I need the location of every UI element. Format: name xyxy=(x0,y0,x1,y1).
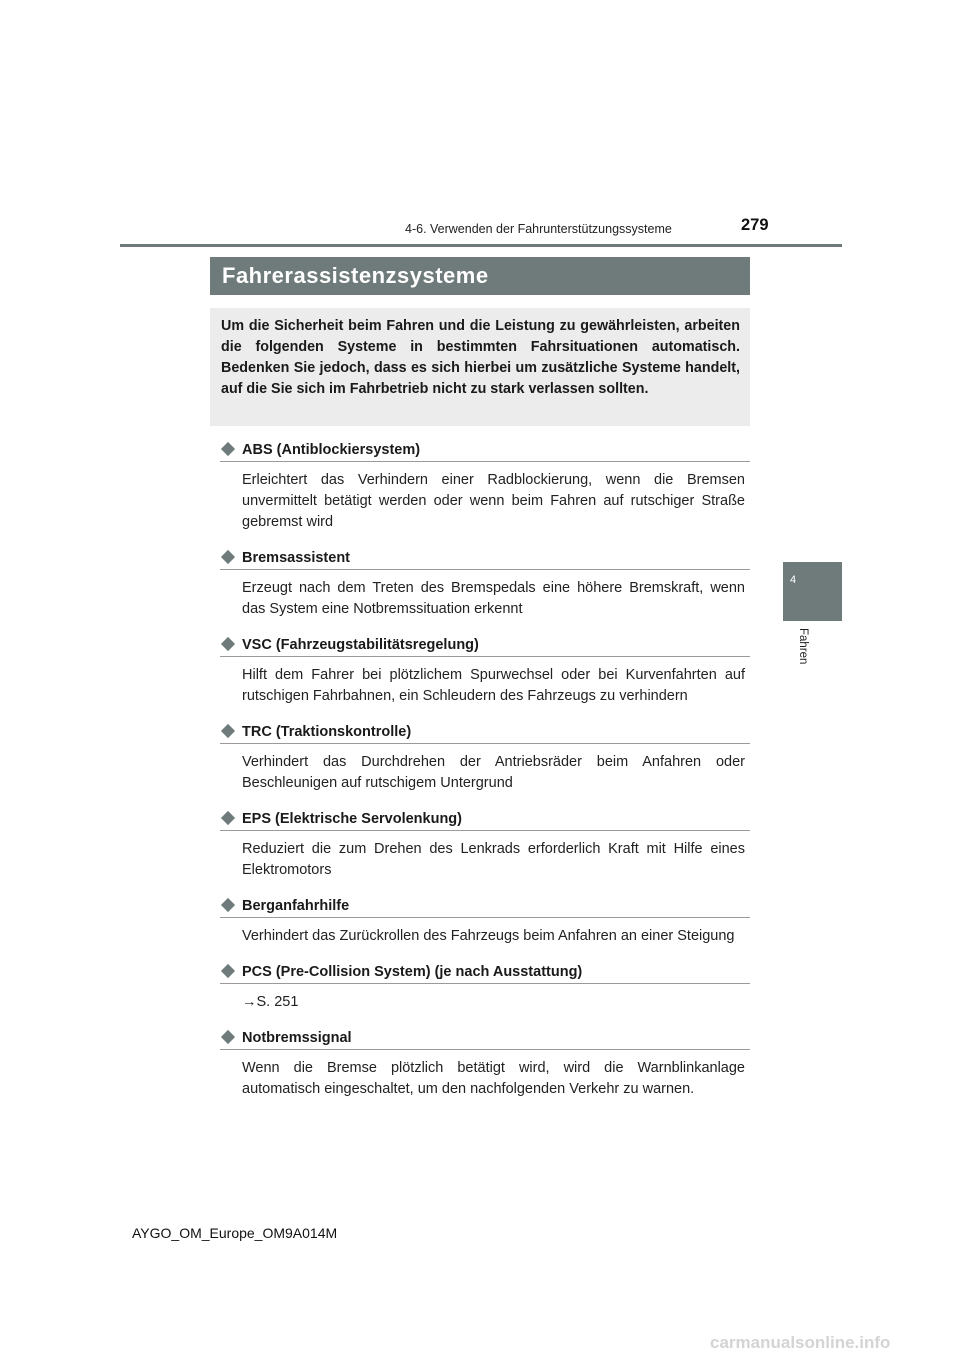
diamond-bullet-icon xyxy=(221,899,234,912)
diamond-bullet-icon xyxy=(221,443,234,456)
chapter-tab xyxy=(783,562,842,621)
item-heading xyxy=(220,721,750,744)
diamond-bullet-icon xyxy=(221,812,234,825)
list-item xyxy=(220,547,750,620)
list-item xyxy=(220,721,750,794)
chapter-tab-label: Fahren xyxy=(797,628,809,665)
item-body: Reduziert die zum Drehen des Lenkrads erforderlich Kraft mit Hilfe eines Elektromotors xyxy=(242,841,745,878)
diamond-bullet-icon xyxy=(221,965,234,978)
intro-box: Um die Sicherheit beim Fahren und die Leistung zu gewährleisten, arbeiten die folgenden Systeme in bestimmten Fahrsituationen automatisch. Bedenken Sie jedoch, dass es sich hierbei um zusätzliche Systeme handelt, auf die Sie sich im Fahrbetrieb nicht zu stark verlassen sollten. xyxy=(210,308,750,426)
diamond-bullet-icon xyxy=(221,1031,234,1044)
item-heading xyxy=(220,895,750,918)
diamond-bullet-icon xyxy=(221,638,234,651)
item-heading xyxy=(220,439,750,462)
item-body: Wenn die Bremse plötzlich betätigt wird, wird die Warnblinkanlage automatisch eingeschaltet, um den nachfolgenden Verkehr zu warnen. xyxy=(242,1060,745,1097)
assist-systems-list xyxy=(220,439,750,1114)
footer-document-id: AYGO_OM_Europe_OM9A014M xyxy=(132,1225,338,1241)
item-heading xyxy=(220,634,750,657)
item-body: Erleichtert das Verhindern einer Radblockierung, wenn die Bremsen unvermittelt betätigt werden oder wenn beim Fahren auf rutschiger Straße gebremst wird xyxy=(242,472,745,530)
diamond-bullet-icon xyxy=(221,725,234,738)
item-heading xyxy=(220,808,750,831)
item-heading-text: Bremsassistent xyxy=(242,550,350,566)
watermark: carmanualsonline.info xyxy=(710,1333,891,1352)
list-item xyxy=(220,808,750,881)
section-title: Fahrerassistenzsysteme xyxy=(222,263,489,288)
item-heading-text: PCS (Pre-Collision System) (je nach Ausstattung) xyxy=(242,964,583,980)
item-body: Verhindert das Durchdrehen der Antriebsräder beim Anfahren oder Beschleunigen auf rutschigem Untergrund xyxy=(242,754,745,791)
item-heading-text: VSC (Fahrzeugstabilitätsregelung) xyxy=(242,637,479,653)
item-heading-text: Berganfahrhilfe xyxy=(242,898,350,914)
section-title-bar xyxy=(210,257,750,295)
list-item xyxy=(220,634,750,707)
list-item xyxy=(220,895,750,947)
page-reference-link[interactable]: →S. 251 xyxy=(242,994,299,1010)
item-heading xyxy=(220,961,750,984)
item-body: Verhindert das Zurückrollen des Fahrzeugs beim Anfahren an einer Steigung xyxy=(242,928,735,944)
item-body: Hilft dem Fahrer bei plötzlichem Spurwechsel oder bei Kurvenfahrten auf rutschigen Fahrbahnen, ein Schleudern des Fahrzeugs zu verhindern xyxy=(242,667,745,704)
diamond-bullet-icon xyxy=(221,551,234,564)
item-body: Erzeugt nach dem Treten des Bremspedals eine höhere Bremskraft, wenn das System eine Notbremssituation erkennt xyxy=(242,580,745,617)
chapter-tab-number: 4 xyxy=(790,574,797,586)
list-item xyxy=(220,961,750,1013)
page-number: 279 xyxy=(741,216,769,234)
list-item xyxy=(220,1027,750,1100)
item-heading-text: EPS (Elektrische Servolenkung) xyxy=(242,811,462,827)
item-heading xyxy=(220,547,750,570)
item-heading-text: ABS (Antiblockiersystem) xyxy=(242,442,421,458)
item-heading-text: Notbremssignal xyxy=(242,1030,352,1046)
header-divider xyxy=(120,244,842,247)
list-item xyxy=(220,439,750,533)
item-heading xyxy=(220,1027,750,1050)
item-heading-text: TRC (Traktionskontrolle) xyxy=(242,724,412,740)
header-section-title: 4-6. Verwenden der Fahrunterstützungssysteme xyxy=(405,222,672,236)
